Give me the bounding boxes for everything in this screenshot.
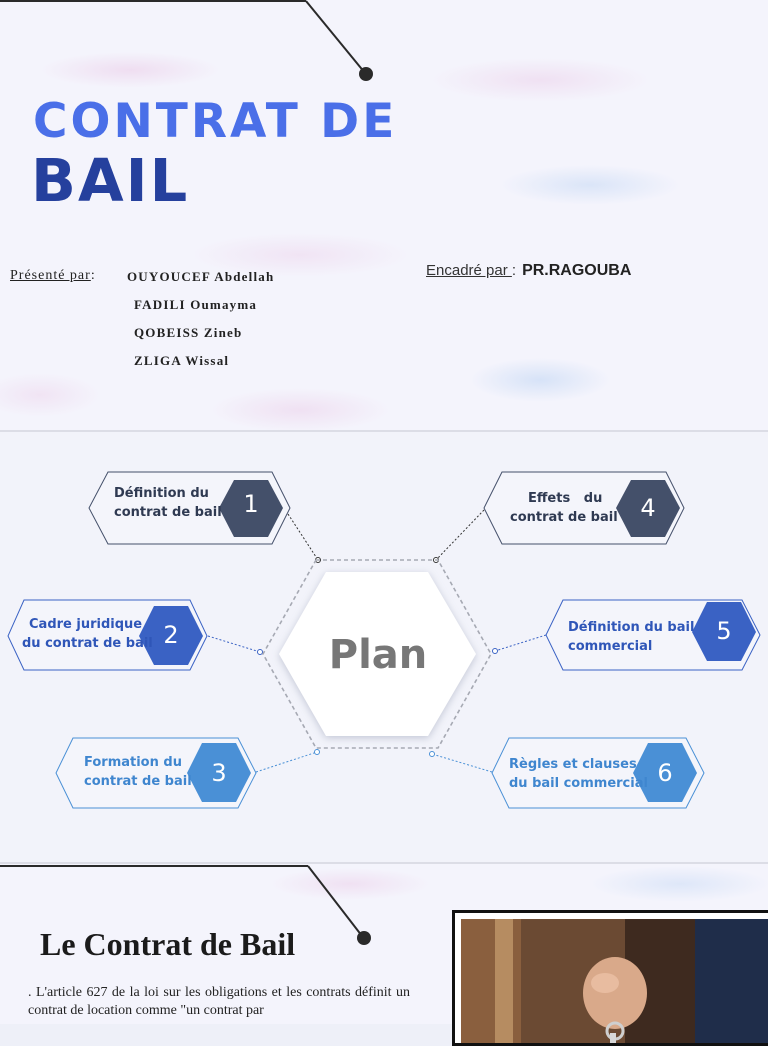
item-3-number: 3: [211, 759, 227, 787]
decorative-line: [0, 0, 400, 90]
item-1-line-1: Définition du: [114, 486, 209, 501]
item-3-line-2: contrat de bail: [84, 774, 192, 789]
item-2-line-2: du contrat de bail: [22, 636, 153, 651]
item-4-number: 4: [640, 494, 656, 522]
item-1-number: 1: [243, 490, 259, 518]
item-1-line-2: contrat de bail: [114, 505, 222, 520]
author-list: [127, 268, 274, 380]
item-5-line-2: commercial: [568, 639, 653, 654]
item-3-line-1: Formation du: [84, 755, 182, 770]
connector-4: [436, 510, 484, 560]
slide-title: Le Contrat de Bail: [40, 926, 296, 962]
connector-2: [208, 636, 260, 652]
item-2-line-1: Cadre juridique: [29, 617, 143, 632]
handshake-keys-photo: [452, 910, 768, 1046]
item-6-line-1: Règles et clauses: [509, 757, 637, 772]
item-3-label: [84, 753, 192, 791]
author-4: ZLIGA Wissal: [134, 353, 230, 368]
item-4-label: [510, 489, 618, 527]
author-1: OUYOUCEF Abdellah: [127, 269, 275, 284]
decorative-dot: [359, 67, 373, 81]
author-2: FADILI Oumayma: [134, 297, 258, 312]
item-4-line-2: contrat de bail: [510, 510, 618, 525]
item-6-line-2: du bail commercial: [509, 776, 648, 791]
item-2-label: [22, 615, 153, 653]
supervised-by-colon: :: [511, 262, 517, 279]
item-4-line-1: Effets du: [528, 491, 603, 506]
item-5-line-1: Définition du bail: [568, 620, 695, 635]
connector-3: [256, 752, 317, 772]
item-6-number: 6: [657, 759, 673, 787]
presented-by-colon: :: [90, 268, 96, 283]
item-5-label: [568, 618, 694, 656]
item-5-number: 5: [716, 617, 732, 645]
plan-slide: [0, 432, 768, 862]
title-line-2: BAIL: [31, 146, 190, 215]
slide-body-text: . L'article 627 de la loi sur les obligations et les contrats définit un contrat de location comme "un contrat par: [28, 985, 410, 1018]
plan-center-label: Plan: [328, 632, 428, 678]
item-1-label: [114, 484, 222, 522]
contract-slide: [0, 864, 768, 1024]
decorative-dot: [357, 931, 371, 945]
supervised-by: [426, 262, 631, 280]
item-6-label: [509, 755, 648, 793]
connector-1: [288, 514, 318, 560]
title-line-1: CONTRAT DE: [33, 94, 398, 149]
supervisor-name: PR.RAGOUBA: [522, 262, 632, 279]
author-3: QOBEISS Zineb: [134, 325, 243, 340]
supervised-by-label: Encadré par: [426, 262, 512, 279]
presented-by: [10, 268, 96, 284]
connector-5: [495, 635, 546, 651]
item-2-number: 2: [163, 621, 179, 649]
connector-6: [432, 754, 492, 772]
presented-by-label: Présenté par: [10, 268, 91, 283]
title-slide: [0, 0, 768, 430]
